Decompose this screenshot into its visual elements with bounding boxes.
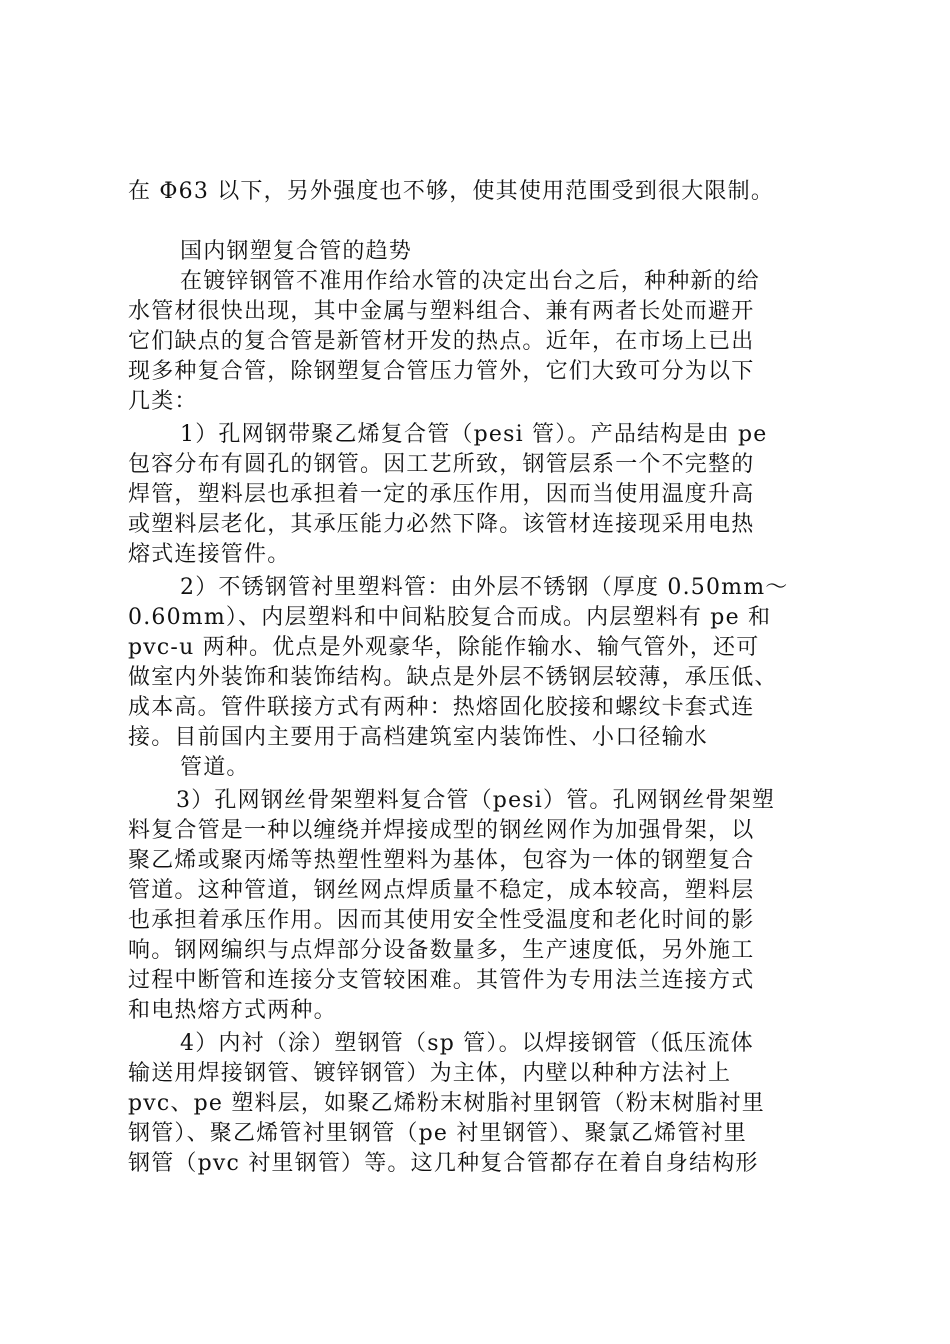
text-line: 管道。 [180, 755, 250, 780]
text-line: 输送用焊接钢管、镀锌钢管）为主体，内壁以种种方法衬上 [128, 1061, 732, 1086]
text-line: 料复合管是一种以缠绕并焊接成型的钢丝网作为加强骨架，以 [128, 818, 755, 843]
text-line: 包容分布有圆孔的钢管。因工艺所致，钢管层系一个不完整的 [128, 452, 755, 477]
text-line: 成本高。管件联接方式有两种：热熔固化胶接和螺纹卡套式连 [128, 695, 755, 720]
text-line: 3）孔网钢丝骨架塑料复合管（pesi）管。孔网钢丝骨架塑 [176, 788, 776, 813]
text-line: 1）孔网钢带聚乙烯复合管（pesi 管）。产品结构是由 pe [180, 422, 768, 447]
text-line: 2）不锈钢管衬里塑料管：由外层不锈钢（厚度 0.50mm～ [180, 575, 789, 600]
text-line: 在镀锌钢管不准用作给水管的决定出台之后，种种新的给 [180, 269, 761, 294]
text-line: 或塑料层老化，其承压能力必然下降。该管材连接现采用电热 [128, 512, 755, 537]
text-line: pvc、pe 塑料层，如聚乙烯粉末树脂衬里钢管（粉末树脂衬里 [128, 1091, 765, 1116]
text-line: 水管材很快出现，其中金属与塑料组合、兼有两者长处而避开 [128, 299, 755, 324]
text-line: 接。目前国内主要用于高档建筑室内装饰性、小口径输水 [128, 725, 709, 750]
text-line: 0.60mm）、内层塑料和中间粘胶复合而成。内层塑料有 pe 和 [128, 605, 772, 630]
text-line: pvc-u 两种。优点是外观豪华，除能作输水、输气管外，还可 [128, 635, 760, 660]
text-line: 聚乙烯或聚丙烯等热塑性塑料为基体，包容为一体的钢塑复合 [128, 848, 755, 873]
text-line: 管道。这种管道，钢丝网点焊质量不稳定，成本较高，塑料层 [128, 878, 755, 903]
text-line: 钢管（pvc 衬里钢管）等。这几种复合管都存在着自身结构形 [128, 1151, 759, 1176]
text-line: 响。钢网编织与点焊部分设备数量多，生产速度低，另外施工 [128, 938, 755, 963]
text-line: 钢管）、聚乙烯管衬里钢管（pe 衬里钢管）、聚氯乙烯管衬里 [128, 1121, 747, 1146]
text-line: 几类： [128, 389, 198, 414]
text-line: 也承担着承压作用。因而其使用安全性受温度和老化时间的影 [128, 908, 755, 933]
text-line: 4）内衬（涂）塑钢管（sp 管）。以焊接钢管（低压流体 [180, 1031, 754, 1056]
text-line: 焊管，塑料层也承担着一定的承压作用，因而当使用温度升高 [128, 482, 755, 507]
section-heading: 国内钢塑复合管的趋势 [180, 239, 413, 264]
text-line: 做室内外装饰和装饰结构。缺点是外层不锈钢层较薄，承压低、 [128, 665, 778, 690]
text-line: 在 Φ63 以下，另外强度也不够，使其使用范围受到很大限制。 [128, 179, 775, 204]
text-line: 和电热熔方式两种。 [128, 998, 337, 1023]
text-line: 现多种复合管，除钢塑复合管压力管外，它们大致可分为以下 [128, 359, 755, 384]
text-line: 熔式连接管件。 [128, 542, 291, 567]
text-line: 过程中断管和连接分支管较困难。其管件为专用法兰连接方式 [128, 968, 755, 993]
text-line: 它们缺点的复合管是新管材开发的热点。近年，在市场上已出 [128, 329, 755, 354]
